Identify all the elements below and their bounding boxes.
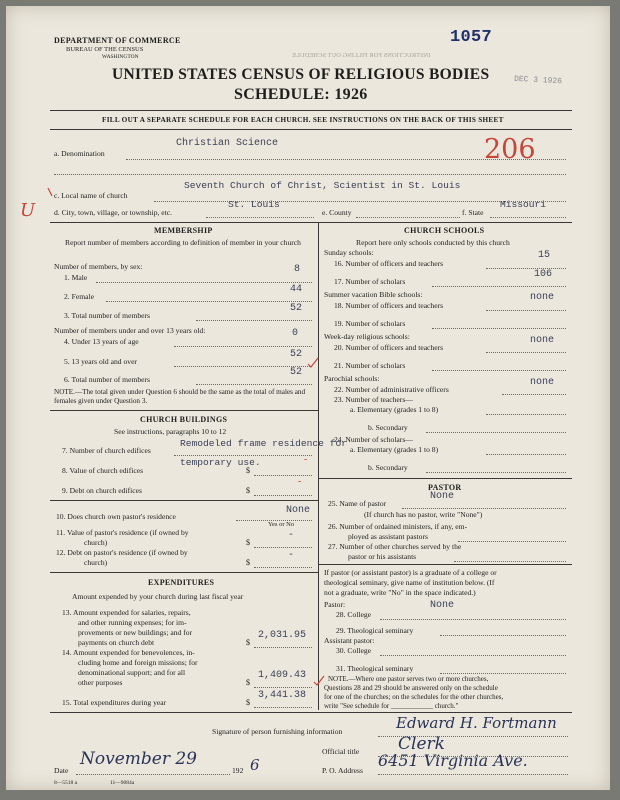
q11-label: 11. Value of pastor's residence (if owned by (56, 528, 189, 537)
q7-label: 7. Number of church edifices (62, 446, 151, 455)
q23-label: 23. Number of teachers— (334, 395, 413, 404)
column-divider (318, 222, 319, 710)
section-rule (50, 222, 572, 223)
city-line (206, 217, 314, 218)
q8-dollar: $ (246, 466, 250, 475)
q19-line (432, 328, 566, 329)
college-note-2: theological seminary, give name of institution below. (If (324, 578, 495, 587)
q30-line (380, 655, 566, 656)
department-label: DEPARTMENT OF COMMERCE (54, 36, 181, 45)
q3-label: 3. Total number of members (64, 311, 151, 320)
pastor-note-1: NOTE.—Where one pastor serves two or more churches, (328, 675, 489, 683)
header-rule (50, 110, 572, 111)
bureau-label: BUREAU OF THE CENSUS (66, 46, 144, 53)
form-title: UNITED STATES CENSUS OF RELIGIOUS BODIES (112, 66, 490, 83)
q8-value: temporary use. (180, 457, 261, 468)
q9-red-dash: - (298, 476, 302, 487)
state-line (490, 217, 566, 218)
red-tally-number: 206 (484, 134, 536, 165)
summer-schools: Summer vacation Bible schools: (324, 290, 423, 299)
date-line (76, 774, 230, 775)
q28-line (380, 619, 566, 620)
q1-line (96, 282, 312, 283)
q17-label: 17. Number of scholars (334, 277, 406, 286)
q16-value: 15 (538, 250, 551, 261)
q24b-line (426, 472, 566, 473)
q18-label: 18. Number of officers and teachers (334, 301, 444, 310)
q13-line-3: provements or new buildings; and for (78, 628, 193, 637)
q13-line-1: 13. Amount expended for salaries, repairs, (62, 608, 191, 617)
q13-value: 2,031.95 (258, 630, 307, 641)
membership-title: MEMBERSHIP (154, 226, 213, 235)
college-note-3: not a graduate, write "No" in the space indicated.) (324, 588, 476, 597)
q12-dollar: $ (246, 558, 250, 567)
form-number: 8—5518 a (54, 780, 78, 786)
q16-line (486, 268, 566, 269)
assistant-sublabel: Assistant pastor: (324, 636, 375, 645)
q25-label: 25. Name of pastor (328, 499, 387, 508)
po-address-value: 6451 Virginia Ave. (378, 751, 528, 770)
membership-note: NOTE.—The total given under Question 6 should be the same as the total of males and females given under Question 3. (54, 388, 306, 405)
sunday-schools: Sunday schools: (324, 248, 374, 257)
q13-line (254, 647, 312, 648)
schools-intro: Report here only schools conducted by this church (356, 238, 510, 247)
pastor-rule (318, 478, 572, 479)
q18-value: none (530, 292, 555, 303)
q26-label: 26. Number of ordained ministers, if any, em- (328, 522, 468, 531)
q31-line (440, 673, 566, 674)
pastor-title: PASTOR (428, 483, 462, 492)
signature-value: Edward H. Fortmann (396, 714, 557, 732)
po-address-label: P. O. Address (322, 766, 363, 775)
parochial-schools: Parochial schools: (324, 374, 380, 383)
members-by-sex: Number of members, by sex: (54, 262, 143, 271)
q1-label: 1. Male (64, 273, 88, 282)
q26-label-cont: ployed as assistant pastors (348, 532, 428, 541)
schedule-title: SCHEDULE: 1926 (234, 86, 368, 103)
q7-line (174, 455, 312, 456)
county-label: e. County (322, 208, 352, 217)
q17-line (432, 286, 566, 287)
q8-label: 8. Value of church edifices (62, 466, 144, 475)
q23b-label: b. Secondary (368, 423, 408, 432)
city-label: d. City, town, village, or township, etc. (54, 208, 173, 217)
q18-line (486, 310, 566, 311)
q27-line (454, 561, 566, 562)
date-value: November 29 (80, 749, 197, 769)
q13-line-2: and other running expenses; for im- (78, 618, 187, 627)
pastor-note-4: write "See schedule for ____________ church." (324, 702, 459, 710)
q12-value: - (288, 550, 295, 561)
red-checkmark-icon-2 (312, 674, 326, 688)
form-number-2: 11—9084a (110, 780, 135, 786)
q24-label: 24. Number of scholars— (334, 435, 413, 444)
instruction-line: FILL OUT A SEPARATE SCHEDULE FOR EACH CHURCH. SEE INSTRUCTIONS ON THE BACK OF THIS SHEET (102, 116, 504, 124)
q22-value: none (530, 377, 555, 388)
red-checkmark-icon (306, 356, 320, 370)
q11-label-cont: church) (84, 538, 108, 547)
q23a-line (486, 414, 566, 415)
q15-label: 15. Total expenditures during year (62, 698, 167, 707)
q25-value: None (430, 491, 455, 502)
schools-title: CHURCH SCHOOLS (404, 226, 485, 235)
q3-value: 52 (290, 303, 303, 314)
county-line (356, 217, 460, 218)
denomination-line-2 (54, 174, 566, 175)
q20-line (486, 352, 566, 353)
pastor-note-3: for one of the churches; on the schedules for the other churches, (324, 693, 504, 701)
washington-label: WASHINGTON (102, 54, 139, 60)
census-schedule-sheet (6, 6, 610, 790)
q26-line (458, 541, 566, 542)
q10-label: 10. Does church own pastor's residence (56, 512, 176, 521)
buildings-rule (50, 410, 318, 411)
q4-line (174, 346, 312, 347)
q27-label-cont: pastor or his assistants (348, 552, 417, 561)
q7-value: Remodeled frame residence for (180, 438, 347, 449)
q29-line (440, 635, 566, 636)
q23a-label: a. Elementary (grades 1 to 8) (350, 405, 439, 414)
weekday-schools: Week-day religious schools: (324, 332, 410, 341)
residence-rule (50, 500, 318, 501)
denomination-label: a. Denomination (54, 149, 105, 158)
expenditures-sub: Amount expended by your church during last fiscal year (72, 592, 244, 601)
q1-value: 8 (294, 264, 301, 275)
q20-label: 20. Number of officers and teachers (334, 343, 444, 352)
q22-line (502, 394, 566, 395)
expenditures-rule (50, 572, 318, 573)
header-rule-2 (50, 129, 572, 130)
official-title-label: Official title (322, 747, 360, 756)
pastor-sublabel: Pastor: (324, 600, 346, 609)
show-through-text: INSTRUCTIONS FOR FILLING OUT SCHEDULE (292, 52, 431, 59)
q19-label: 19. Number of scholars (334, 319, 406, 328)
q22-label: 22. Number of administrative officers (334, 385, 449, 394)
q15-dollar: $ (246, 698, 250, 707)
q15-line (254, 707, 312, 708)
local-name-label: c. Local name of church (54, 191, 128, 200)
q9-dollar: $ (246, 486, 250, 495)
q25-line (402, 508, 566, 509)
q9-line (254, 495, 312, 496)
q14-line (254, 687, 312, 688)
state-value: Missouri (500, 199, 547, 210)
q2-line (106, 301, 312, 302)
buildings-title: CHURCH BUILDINGS (140, 415, 228, 424)
q30-label: 30. College (336, 646, 372, 655)
official-title-value: Clerk (398, 734, 445, 754)
q24a-label: a. Elementary (grades 1 to 8) (350, 445, 439, 454)
q11-dollar: $ (246, 538, 250, 547)
signature-rule (50, 712, 572, 713)
q10-value: None (286, 505, 311, 516)
q14-line-2: cluding home and foreign missions; for (78, 658, 198, 667)
q6-line (196, 384, 312, 385)
q21-label: 21. Number of scholars (334, 361, 406, 370)
state-label: f. State (462, 208, 484, 217)
q5-label: 5. 13 years old and over (64, 357, 137, 366)
q13-dollar: $ (246, 638, 250, 647)
q14-line-1: 14. Amount expended for benevolences, in- (62, 648, 195, 657)
q24a-line (486, 454, 566, 455)
q2-label: 2. Female (64, 292, 94, 301)
q4-label: 4. Under 13 years of age (64, 337, 139, 346)
q28-label: 28. College (336, 610, 372, 619)
q3-line (196, 320, 312, 321)
buildings-sub: See instructions, paragraphs 10 to 12 (114, 427, 227, 436)
received-date-stamp: DEC 3 1926 (513, 74, 563, 87)
q21-line (432, 370, 566, 371)
q20-value: none (530, 335, 555, 346)
q9-label: 9. Debt on church edifices (62, 486, 142, 495)
q5-value: 52 (290, 349, 303, 360)
yes-no-hint: Yes or No (268, 521, 295, 528)
membership-intro: Report number of members according to definition of member in your church (65, 238, 301, 247)
q31-label: 31. Theological seminary (336, 664, 414, 673)
q27-label: 27. Number of other churches served by the (328, 542, 462, 551)
q11-line (254, 547, 312, 548)
q28-value: None (430, 600, 455, 611)
q14-line-4: other purposes (78, 678, 123, 687)
signature-label: Signature of person furnishing information (212, 727, 343, 736)
q17-value: 106 (534, 269, 553, 280)
year-prefix: 192 (232, 766, 244, 775)
q13-line-4: payments on church debt (78, 638, 155, 647)
q11-value: - (288, 530, 295, 541)
q15-value: 3,441.38 (258, 690, 307, 701)
q6-label: 6. Total number of members (64, 375, 151, 384)
q29-label: 29. Theological seminary (336, 626, 414, 635)
q12-label-cont: church) (84, 558, 108, 567)
college-note-1: If pastor (or assistant pastor) is a graduate of a college or (324, 568, 497, 577)
q25-note: (If church has no pastor, write "None") (364, 510, 483, 519)
q14-value: 1,409.43 (258, 670, 307, 681)
q8-line (254, 475, 312, 476)
q4-value: 0 (292, 328, 299, 339)
expenditures-title: EXPENDITURES (148, 578, 215, 587)
q14-line-3: denominational support; and for all (78, 668, 186, 677)
margin-mark: U (20, 200, 36, 221)
stamp-number: 1057 (450, 28, 493, 47)
local-name-value: Seventh Church of Christ, Scientist in St. Louis (184, 180, 461, 191)
college-rule (318, 564, 572, 565)
date-label: Date (54, 766, 69, 775)
age-intro: Number of members under and over 13 years old: (54, 326, 206, 335)
city-value: St. Louis (228, 199, 280, 210)
q24b-label: b. Secondary (368, 463, 408, 472)
po-address-line (378, 774, 568, 775)
q2-value: 44 (290, 284, 303, 295)
pastor-note-2: Questions 28 and 29 should be answered only on the schedule (324, 684, 498, 692)
denomination-value: Christian Science (176, 138, 279, 149)
q7-red-dash: - (304, 454, 308, 465)
q14-dollar: $ (246, 678, 250, 687)
red-tick-icon (46, 186, 58, 198)
q16-label: 16. Number of officers and teachers (334, 259, 444, 268)
year-digit: 6 (250, 756, 260, 774)
q12-line (254, 567, 312, 568)
q23b-line (426, 432, 566, 433)
q12-label: 12. Debt on pastor's residence (if owned by (56, 548, 188, 557)
q6-value: 52 (290, 367, 303, 378)
